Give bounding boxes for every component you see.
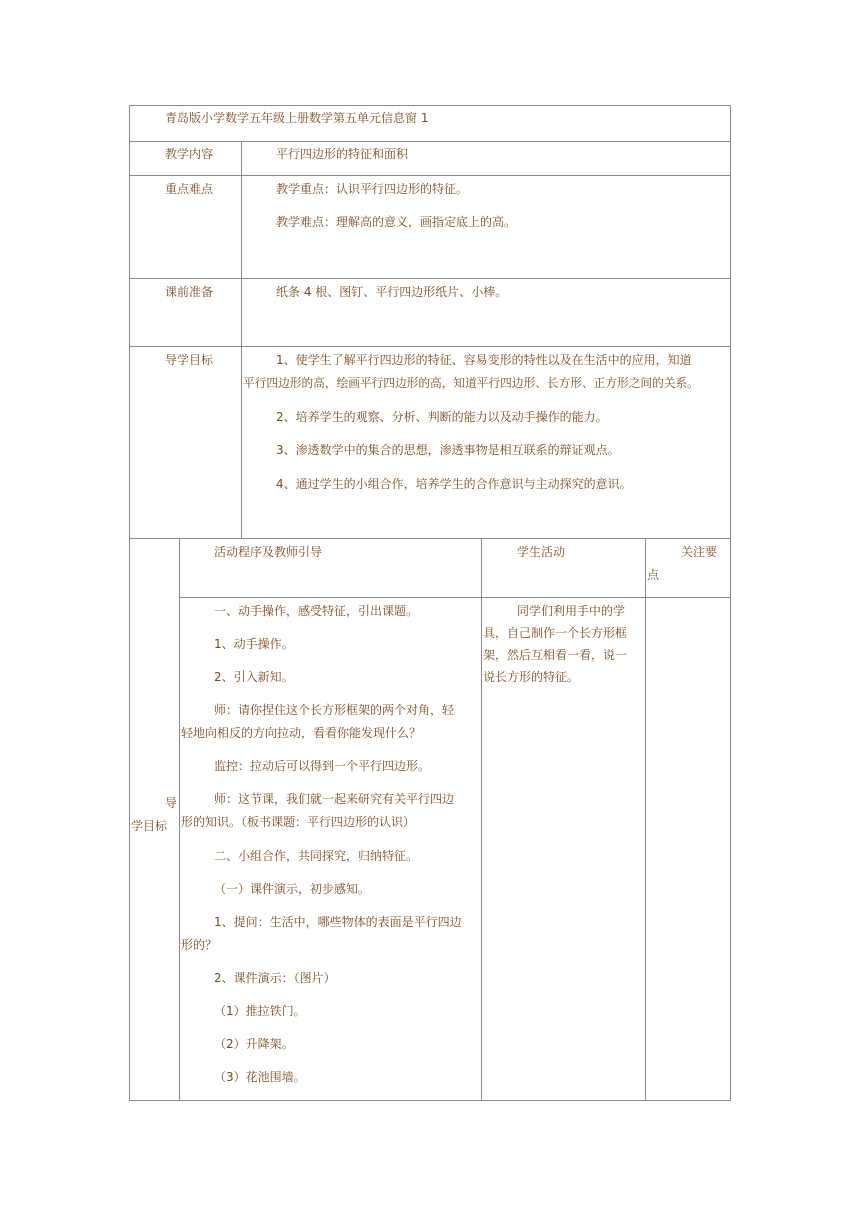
document-title: 青岛版小学数学五年级上册数学第五单元信息窗 1 (165, 111, 429, 125)
row-divider (129, 141, 731, 142)
activity-line: （一）课件演示，初步感知。 (214, 882, 371, 896)
subheader-divider (179, 597, 731, 598)
label-column-divider (241, 141, 242, 538)
keypoints-key: 教学重点：认识平行四边形的特征。 (276, 182, 469, 196)
activity-line: 1、动手操作。 (214, 637, 294, 651)
activity-column-header: 活动程序及教师引导 (214, 545, 323, 559)
focus-column-header: 关注要 (681, 545, 718, 559)
activity-line: 轻地向相反的方向拉动，看看你能发现什么？ (181, 726, 422, 740)
activity-line: 监控：拉动后可以得到一个平行四边形。 (214, 759, 431, 773)
activity-line: 形的知识。（板书课题：平行四边形的认识） (181, 815, 416, 829)
keypoints-difficult: 教学难点：理解高的意义，画指定底上的高。 (276, 215, 517, 229)
student-activity-line: 说长方形的特征。 (483, 670, 580, 684)
content-value: 平行四边形的特征和面积 (276, 147, 409, 161)
activity-line: 师：这节课，我们就一起来研究有关平行四边 (214, 792, 455, 806)
row-divider (129, 175, 731, 176)
keypoints-label: 重点难点 (165, 182, 214, 196)
activity-line: 一、动手操作，感受特征，引出课题。 (214, 604, 419, 618)
goals-label: 导学目标 (165, 353, 214, 367)
goal-3: 3、渗透数学中的集合的思想，渗透事物是相互联系的辩证观点。 (276, 443, 620, 457)
focus-column-header-cont: 点 (647, 568, 660, 582)
row-divider (129, 278, 731, 279)
content-label: 教学内容 (165, 147, 214, 161)
prep-value: 纸条 4 根、图钉、平行四边形纸片、小棒。 (276, 285, 508, 299)
student-activity-line: 具，自己制作一个长方形框 (483, 626, 628, 640)
activity-line: 2、引入新知。 (214, 670, 294, 684)
student-activity-line: 同学们利用手中的学 (517, 604, 626, 618)
side-column-divider (179, 538, 180, 1101)
goal-1-line-1: 1、使学生了解平行四边形的特征、容易变形的特性以及在生活中的应用，知道 (276, 353, 692, 367)
activity-column-divider (481, 538, 482, 1101)
activity-line: 师：请你捏住这个长方形框架的两个对角，轻 (214, 703, 455, 717)
student-column-divider (645, 538, 646, 1101)
activity-line: （2）升降架。 (214, 1037, 294, 1051)
activity-line: （1）推拉铁门。 (214, 1004, 306, 1018)
side-label-cont: 学目标 (131, 819, 168, 833)
activity-line: 二、小组合作，共同探究，归纳特征。 (214, 849, 419, 863)
row-divider (129, 538, 731, 539)
goal-2: 2、培养学生的观察、分析、判断的能力以及动手操作的能力。 (276, 410, 608, 424)
activity-line: 形的？ (181, 938, 218, 952)
student-activity-line: 架，然后互相看一看，说一 (483, 648, 628, 662)
activity-line: 2、课件演示：（图片） (214, 971, 336, 985)
goal-4: 4、通过学生的小组合作，培养学生的合作意识与主动探究的意识。 (276, 477, 632, 491)
goal-1-line-2: 平行四边形的高，绘画平行四边形的高，知道平行四边形、长方形、正方形之间的关系。 (243, 376, 699, 390)
side-label: 导 (165, 796, 178, 810)
row-divider (129, 346, 731, 347)
activity-line: （3）花池围墙。 (214, 1070, 306, 1084)
activity-line: 1、提问：生活中，哪些物体的表面是平行四边 (214, 915, 462, 929)
student-column-header: 学生活动 (517, 545, 566, 559)
prep-label: 课前准备 (165, 285, 214, 299)
